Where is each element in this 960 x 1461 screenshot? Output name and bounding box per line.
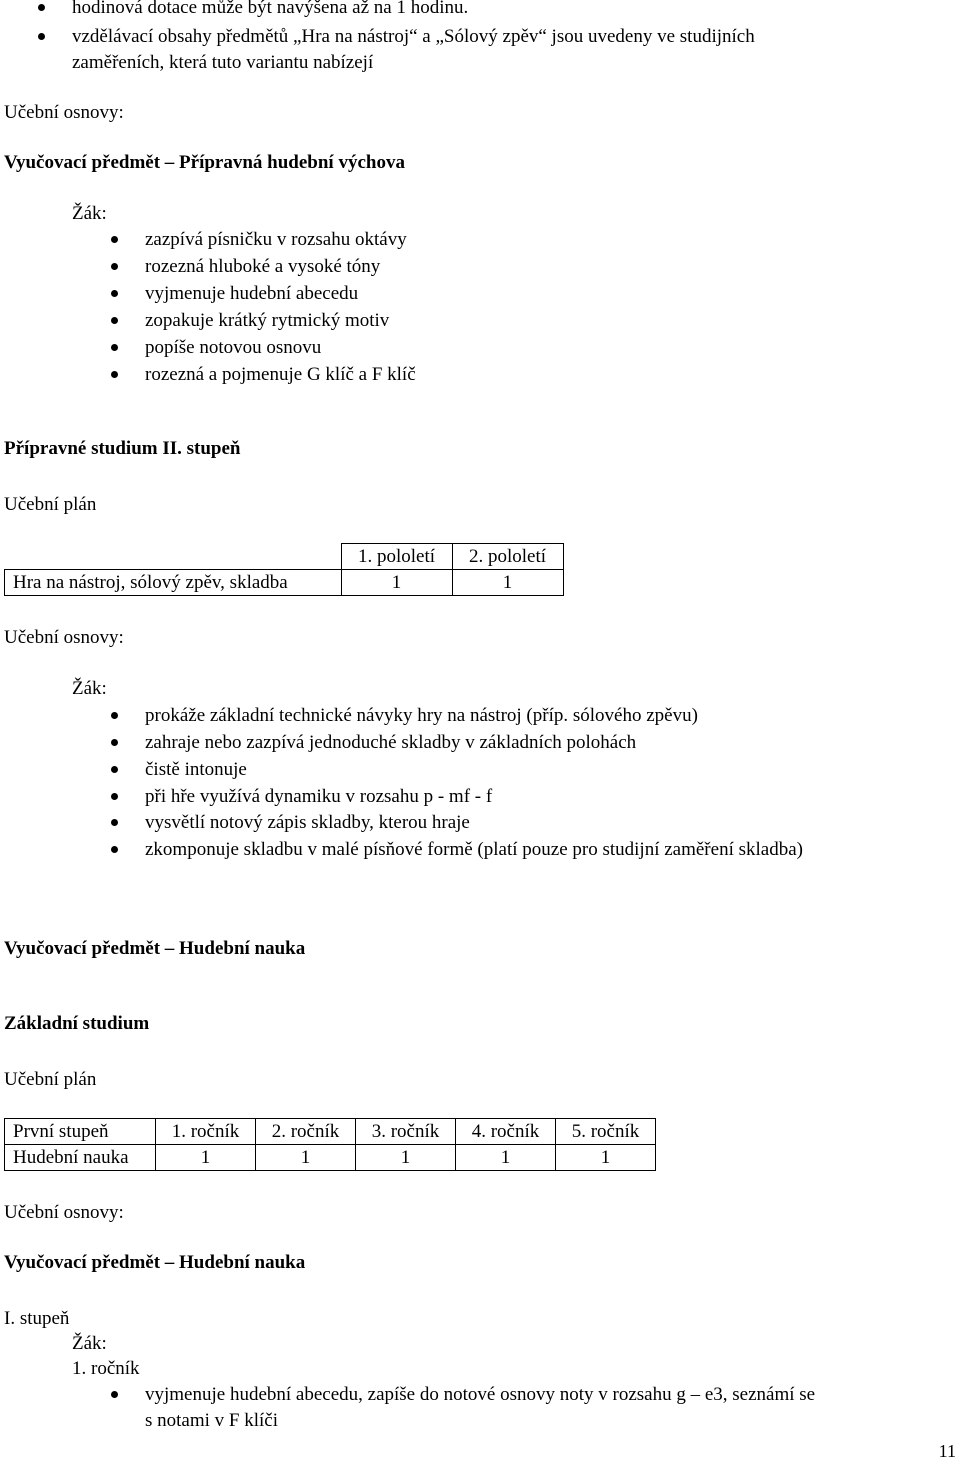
list-item: čistě intonuje bbox=[145, 759, 247, 780]
ucebni-osnovy-label: Učební osnovy: bbox=[4, 1202, 124, 1223]
table-cell-empty bbox=[5, 544, 342, 570]
rocnik-label: 1. ročník bbox=[72, 1358, 140, 1379]
table-header: 5. ročník bbox=[556, 1119, 656, 1145]
zakladni-studium-heading: Základní studium bbox=[4, 1013, 150, 1034]
table-cell: 1 bbox=[156, 1145, 256, 1171]
pripravne-studium-heading: Přípravné studium II. stupeň bbox=[4, 438, 241, 459]
list-item-cont: s notami v F klíči bbox=[145, 1410, 278, 1431]
list-item: prokáže základní technické návyky hry na nástroj (příp. sólového zpěvu) bbox=[145, 705, 698, 726]
list-item: vysvětlí notový zápis skladby, kterou hraje bbox=[145, 812, 470, 833]
ucebni-osnovy-label: Učební osnovy: bbox=[4, 627, 124, 648]
list-item: popíše notovou osnovu bbox=[145, 337, 322, 358]
table-cell: 1 bbox=[256, 1145, 356, 1171]
ucebni-plan-label: Učební plán bbox=[4, 494, 97, 515]
table-header: První stupeň bbox=[5, 1119, 156, 1145]
table-cell: 1 bbox=[556, 1145, 656, 1171]
intro-bullet-dotace: hodinová dotace může být navýšena až na 1 hodinu. bbox=[72, 0, 469, 18]
table-header: 2. pololetí bbox=[452, 544, 563, 570]
list-item: zazpívá písničku v rozsahu oktávy bbox=[145, 229, 407, 250]
stupen-label: I. stupeň bbox=[4, 1308, 70, 1329]
intro-bullet-obsahy: vzdělávací obsahy předmětů „Hra na nástroj“ a „Sólový zpěv“ jsou uvedeny ve studijních bbox=[72, 26, 755, 47]
table-row bbox=[5, 544, 564, 570]
intro-bullet-obsahy-cont: zaměřeních, která tuto variantu nabízejí bbox=[72, 52, 374, 73]
list-item: vyjmenuje hudební abecedu, zapíše do notové osnovy noty v rozsahu g – e3, seznámí se bbox=[145, 1384, 816, 1405]
predmet-hudebni-nauka-heading-2: Vyučovací předmět – Hudební nauka bbox=[4, 1252, 306, 1273]
table-cell: 1 bbox=[452, 570, 563, 596]
table-cell: 1 bbox=[456, 1145, 556, 1171]
predmet-hudebni-nauka-heading: Vyučovací předmět – Hudební nauka bbox=[4, 938, 306, 959]
table-header: 2. ročník bbox=[256, 1119, 356, 1145]
list-item: zahraje nebo zazpívá jednoduché skladby v základních polohách bbox=[145, 732, 637, 753]
table-header: 1. pololetí bbox=[341, 544, 452, 570]
list-item: zopakuje krátký rytmický motiv bbox=[145, 310, 390, 331]
plan-table-hudebni-nauka bbox=[4, 1118, 656, 1171]
table-cell: 1 bbox=[356, 1145, 456, 1171]
table-header: 4. ročník bbox=[456, 1119, 556, 1145]
plan-table-pripravne bbox=[4, 543, 564, 596]
page-number: 11 bbox=[938, 1441, 956, 1461]
zak-label: Žák: bbox=[72, 203, 107, 224]
list-item: rozezná hluboké a vysoké tóny bbox=[145, 256, 381, 277]
list-item: zkomponuje skladbu v malé písňové formě (platí pouze pro studijní zaměření skladba) bbox=[145, 839, 803, 860]
table-row bbox=[5, 570, 564, 596]
zak-label: Žák: bbox=[72, 678, 107, 699]
table-row bbox=[5, 1119, 656, 1145]
list-item: při hře využívá dynamiku v rozsahu p - mf - f bbox=[145, 786, 493, 807]
table-row bbox=[5, 1145, 656, 1171]
predmet-pripravna-hv-heading: Vyučovací předmět – Přípravná hudební výchova bbox=[4, 152, 405, 173]
table-header: 3. ročník bbox=[356, 1119, 456, 1145]
table-row-label: Hra na nástroj, sólový zpěv, skladba bbox=[5, 570, 342, 596]
table-cell: 1 bbox=[341, 570, 452, 596]
table-row-label: Hudební nauka bbox=[5, 1145, 156, 1171]
ucebni-osnovy-label: Učební osnovy: bbox=[4, 102, 124, 123]
table-header: 1. ročník bbox=[156, 1119, 256, 1145]
list-item: vyjmenuje hudební abecedu bbox=[145, 283, 359, 304]
list-item: rozezná a pojmenuje G klíč a F klíč bbox=[145, 364, 416, 385]
ucebni-plan-label: Učební plán bbox=[4, 1069, 97, 1090]
zak-label: Žák: bbox=[72, 1333, 107, 1354]
